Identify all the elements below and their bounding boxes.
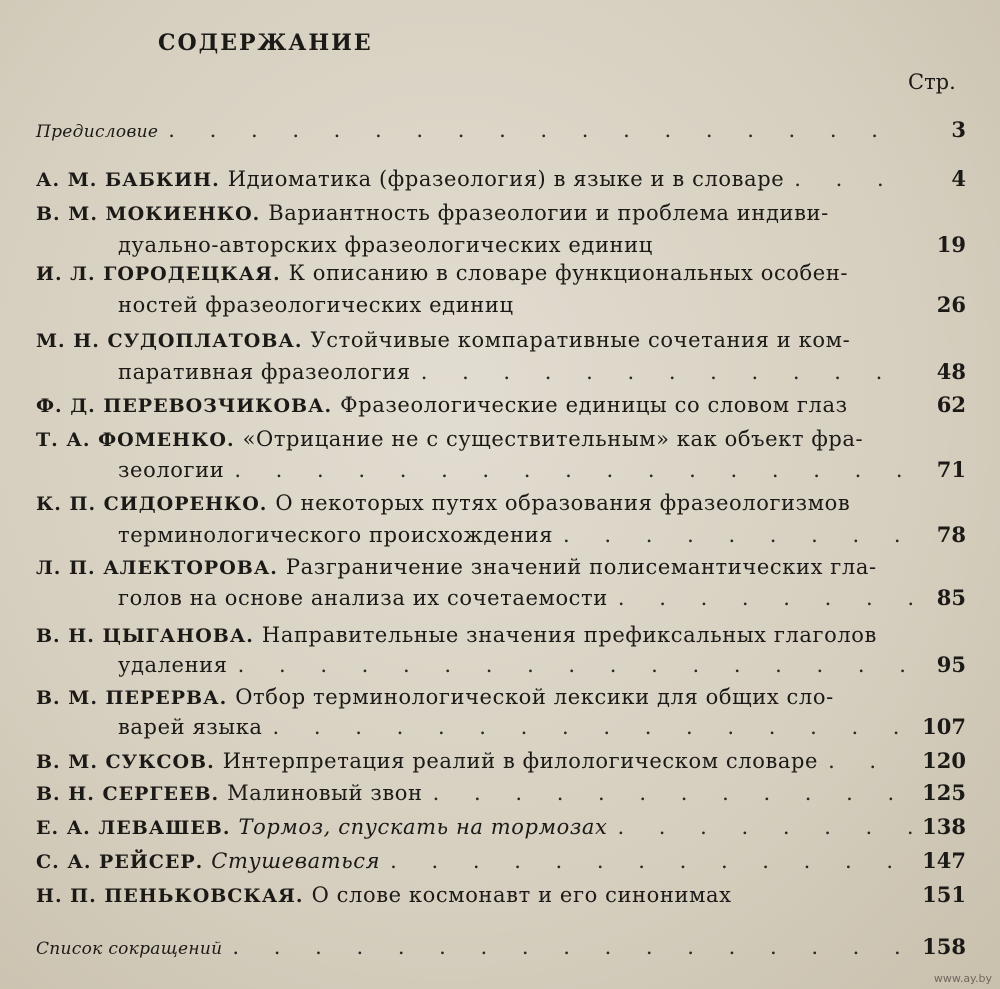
entry-title: Малиновый звон <box>227 781 423 805</box>
leader-dots <box>421 357 912 387</box>
page-title: СОДЕРЖАНИЕ <box>158 30 373 56</box>
toc-entry <box>36 746 966 776</box>
toc-entry-continuation <box>118 290 966 320</box>
entry-page-number: 48 <box>936 359 966 384</box>
entry-title: Интерпретация реалий в филологическом словаре <box>222 749 819 773</box>
entry-title-cont: варей языка <box>118 715 263 739</box>
page-column-header: Стр. <box>908 70 956 94</box>
leader-dots <box>794 164 912 194</box>
entry-title: Устойчивые компаративные сочетания и ком- <box>310 328 851 352</box>
entry-title: Разграничение значений полисемантических гла- <box>285 555 877 579</box>
entry-page-number: 19 <box>936 232 966 257</box>
leader-dots <box>563 520 912 550</box>
entry-author: В. Н. ЦЫГАНОВА. <box>36 625 254 647</box>
leader-dots <box>617 812 912 842</box>
toc-entry <box>36 880 966 910</box>
entry-title: Предисловие <box>36 122 159 142</box>
toc-entry <box>36 488 966 518</box>
toc-entry <box>36 682 966 712</box>
entry-page-number: 107 <box>922 714 966 739</box>
entry-author: К. П. СИДОРЕНКО. <box>36 493 268 515</box>
entry-title: К описанию в словаре функциональных особен- <box>288 261 849 285</box>
toc-entry-preface <box>36 115 966 145</box>
entry-page-number: 120 <box>922 748 966 773</box>
leader-dots <box>433 778 912 808</box>
toc-entry <box>36 424 966 454</box>
entry-author: Л. П. АЛЕКТОРОВА. <box>36 557 278 579</box>
toc-entry <box>36 258 966 288</box>
watermark: www.ay.by <box>933 972 992 985</box>
entry-page-number: 138 <box>922 814 966 839</box>
entry-title-cont: удаления <box>118 653 228 677</box>
entry-title: Тормоз, спускать на тормозах <box>238 815 608 839</box>
entry-page-number: 95 <box>936 652 966 677</box>
entry-title: Фразеологические единицы со словом глаз <box>340 393 848 417</box>
toc-entry <box>36 390 966 420</box>
entry-title: Список сокращений <box>36 939 223 959</box>
entry-title: Идиоматика (фразеология) в языке и в словаре <box>227 167 785 191</box>
entry-title-cont: голов на основе анализа их сочетаемости <box>118 586 608 610</box>
entry-title: Отбор терминологической лексики для общих сло- <box>235 685 834 709</box>
entry-author: В. М. СУКСОВ. <box>36 751 215 773</box>
entry-page-number: 62 <box>936 392 966 417</box>
toc-entry <box>36 325 966 355</box>
entry-title: «Отрицание не с существительным» как объект фра- <box>242 427 864 451</box>
leader-dots <box>390 846 912 876</box>
toc-entry-continuation <box>118 455 966 485</box>
toc-entry <box>36 812 966 842</box>
entry-title-cont: дуально-авторских фразеологических единиц <box>118 233 653 257</box>
entry-title-cont: зеологии <box>118 458 225 482</box>
entry-author: С. А. РЕЙСЕР. <box>36 851 204 873</box>
entry-author: В. М. ПЕРЕРВА. <box>36 687 228 709</box>
toc-entry <box>36 164 966 194</box>
entry-author: Ф. Д. ПЕРЕВОЗЧИКОВА. <box>36 395 333 417</box>
toc-entry-continuation <box>118 230 966 260</box>
entry-page-number: 151 <box>922 882 966 907</box>
toc-entry <box>36 846 966 876</box>
toc-entry-continuation <box>118 650 966 680</box>
entry-page-number: 71 <box>936 457 966 482</box>
leader-dots <box>618 583 912 613</box>
toc-entry-continuation <box>118 357 966 387</box>
entry-page-number: 26 <box>936 292 966 317</box>
entry-page-number: 4 <box>951 166 966 191</box>
entry-title: О слове космонавт и его синонимах <box>311 883 732 907</box>
entry-title-cont: паративная фразеология <box>118 360 411 384</box>
entry-title-cont: ностей фразеологических единиц <box>118 293 514 317</box>
entry-title: Направительные значения префиксальных глаголов <box>261 623 877 647</box>
toc-entry <box>36 620 966 650</box>
entry-author: В. М. МОКИЕНКО. <box>36 203 261 225</box>
entry-author: И. Л. ГОРОДЕЦКАЯ. <box>36 263 281 285</box>
entry-author: Т. А. ФОМЕНКО. <box>36 429 235 451</box>
leader-dots <box>828 746 912 776</box>
entry-author: Е. А. ЛЕВАШЕВ. <box>36 817 231 839</box>
entry-page-number: 3 <box>951 117 966 142</box>
entry-page-number: 125 <box>922 780 966 805</box>
entry-author: А. М. БАБКИН. <box>36 169 220 191</box>
toc-entry <box>36 778 966 808</box>
toc-entry-continuation <box>118 712 966 742</box>
entry-author: М. Н. СУДОПЛАТОВА. <box>36 330 303 352</box>
entry-page-number: 78 <box>936 522 966 547</box>
entry-page-number: 158 <box>922 934 966 959</box>
entry-author: Н. П. ПЕНЬКОВСКАЯ. <box>36 885 304 907</box>
entry-title: Стушеваться <box>211 849 381 873</box>
leader-dots <box>238 650 912 680</box>
toc-entry-continuation <box>118 583 966 613</box>
entry-title-cont: терминологического происхождения <box>118 523 554 547</box>
entry-author: В. Н. СЕРГЕЕВ. <box>36 783 220 805</box>
toc-entry-abbreviations <box>36 932 966 962</box>
entry-title: О некоторых путях образования фразеологизмов <box>275 491 851 515</box>
toc-entry-continuation <box>118 520 966 550</box>
entry-title: Вариантность фразеологии и проблема индиви- <box>268 201 829 225</box>
entry-page-number: 147 <box>922 848 966 873</box>
leader-dots <box>232 932 912 962</box>
entry-page-number: 85 <box>936 585 966 610</box>
toc-entry <box>36 198 966 228</box>
toc-entry <box>36 552 966 582</box>
leader-dots <box>168 115 912 145</box>
leader-dots <box>234 455 912 485</box>
leader-dots <box>273 712 912 742</box>
